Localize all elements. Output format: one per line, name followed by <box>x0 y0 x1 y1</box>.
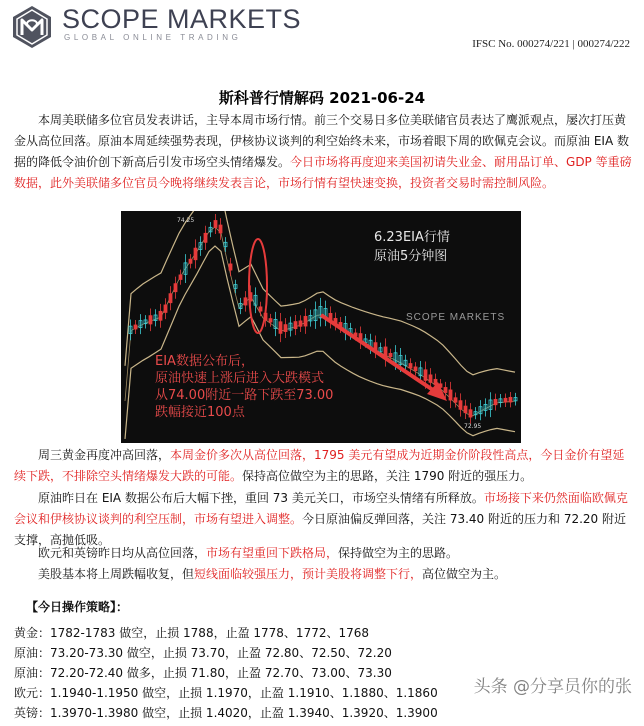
candle-body <box>134 325 137 329</box>
chart-caption-line1: 6.23EIA行情 <box>374 230 450 245</box>
candle-body <box>169 294 172 303</box>
candle-body <box>229 264 232 270</box>
trend-arrow-shaft <box>321 315 439 394</box>
candle-body <box>464 406 467 413</box>
candle-body <box>444 387 447 392</box>
header <box>0 0 644 60</box>
candle-body <box>269 319 272 322</box>
oil-alert-text: 市场接下来仍然面临欧佩克会议和伊核协议谈判的利空压制，市场有望进入调整。 <box>14 491 628 526</box>
candle-body <box>294 322 297 329</box>
strategy-row: 黄金：1782-1783 做空，止损 1788，止盈 1778、1772、1768 <box>14 626 370 640</box>
brand-name: SCOPE MARKETS <box>62 4 302 34</box>
overview-alert-text: 今日市场将再度迎来美国初请失业金、耐用品订单、GDP 等重磅数据，此外美联储多位官员今晚将继续发表言论，市场行情有望快速变换，投资者交易时需控制风险。 <box>14 155 632 190</box>
chart-caption-line2: 原油5分钟图 <box>374 249 448 264</box>
stocks-text-a: 美股基本将上周跌幅收复，但 <box>38 567 195 581</box>
candle-body <box>214 220 217 227</box>
candle-body <box>454 398 457 402</box>
candle-body <box>449 390 452 400</box>
paragraph-oil <box>14 488 634 551</box>
oil-text-a: 原油昨日在 EIA 数据公布后大幅下挫，重回 73 美元关口，市场空头情绪有所释放。 <box>38 491 484 505</box>
chart-low-label: 72.95 <box>464 423 482 430</box>
highlight-ellipse <box>249 239 267 333</box>
candle-body <box>244 298 247 305</box>
candle-body <box>304 316 307 326</box>
candle-body <box>414 367 417 371</box>
candle-body <box>189 259 192 263</box>
candle-body <box>219 225 222 233</box>
fx-text-a: 欧元和英镑昨日均从高位回落， <box>38 546 207 560</box>
ifsc-number: IFSC No. 000274/221 | 000274/222 <box>472 38 630 50</box>
paragraph-stocks <box>14 564 634 585</box>
chart-note-line: 从74.00附近一路下跌至73.00 <box>155 388 334 403</box>
paragraph-gold <box>14 445 634 487</box>
toutiao-watermark: 头条 @分享员你的张 <box>473 677 632 697</box>
fx-alert-text: 市场有望重回下跌格局， <box>206 546 339 560</box>
strategy-row: 欧元：1.1940-1.1950 做空，止损 1.1970，止盈 1.1910、1.1880、1.1860 <box>14 686 438 700</box>
scope-logo-icon <box>10 5 54 49</box>
candle-body <box>164 305 167 312</box>
chart-annotation <box>155 353 333 421</box>
candle-body <box>159 311 162 320</box>
candle-body <box>174 284 177 292</box>
candle-body <box>429 375 432 382</box>
paragraph-overview <box>14 110 634 194</box>
strategy-row: 英镑：1.3970-1.3980 做空，止损 1.4020，止盈 1.3940、1.3920、1.3900 <box>14 706 438 720</box>
oil-chart <box>121 211 521 443</box>
gold-alert-text: 本周金价多次从高位回落，1795 美元有望成为近期金价阶段性高点，今日金价有望延续下跌，不排除空头情绪爆发大跌的可能。 <box>14 448 625 483</box>
candle-body <box>509 397 512 402</box>
candle-body <box>284 325 287 332</box>
stocks-alert-text: 短线面临较强压力，预计美股将调整下行， <box>194 567 423 581</box>
chart-watermark: SCOPE MARKETS <box>406 312 506 323</box>
overview-text: 本周美联储多位官员发表讲话，主导本周市场行情。前三个交易日多位美联储官员表达了鹰派观点，屡次打压黄金从高位回落。原油本周延续强势表现，伊核协议谈判的利空始终未来，市场着眼下周的欧佩克会议。而原油 EIA 数据的降低令油价创下新高后引发市场空头情绪爆发。 <box>14 113 629 169</box>
candle-body <box>389 353 392 356</box>
candle-body <box>459 401 462 410</box>
chart-note-line: EIA数据公布后， <box>155 354 254 369</box>
chart-caption <box>374 228 450 266</box>
stocks-text-c: 高位做空为主。 <box>422 567 507 581</box>
candle-body <box>204 233 207 242</box>
candle-body <box>494 399 497 404</box>
candle-body <box>409 364 412 369</box>
strategy-row: 原油：72.20-72.40 做多，止损 71.80，止盈 72.70、73.00、73.30 <box>14 666 392 680</box>
candle-body <box>504 398 507 402</box>
gold-text-c: 保持高位做空为主的思路，关注 1790 附近的强压力。 <box>242 469 533 483</box>
strategy-heading: 【今日操作策略】： <box>26 600 129 614</box>
gold-text-a: 周三黄金再度冲高回落， <box>38 448 171 462</box>
brand-tagline: GLOBAL ONLINE TRADING <box>64 33 242 42</box>
paragraph-fx <box>14 543 634 564</box>
candle-body <box>149 316 152 324</box>
upper-band-line <box>125 211 515 375</box>
page-title: 斯科普行情解码 2021-06-24 <box>218 89 426 107</box>
candle-body <box>279 322 282 334</box>
strategy-row: 原油：73.20-73.30 做空，止损 73.70，止盈 72.80、72.50、72.20 <box>14 646 392 660</box>
candle-body <box>259 307 262 311</box>
candle-body <box>469 410 472 417</box>
candle-body <box>194 248 197 260</box>
candle-body <box>299 321 302 326</box>
candle-body <box>424 370 427 381</box>
candle-body <box>179 275 182 280</box>
chart-note-line: 跌幅接近100点 <box>155 405 245 420</box>
chart-note-line: 原油快速上涨后进入大跌模式 <box>155 371 325 386</box>
fx-text-c: 保持做空为主的思路。 <box>338 546 459 560</box>
chart-high-label: 74.25 <box>177 217 195 224</box>
oil-text-c: 今日原油偏反弹回落，关注 73.40 附近的压力和 72.20 附近支撑，高抛低吸。 <box>14 512 626 547</box>
